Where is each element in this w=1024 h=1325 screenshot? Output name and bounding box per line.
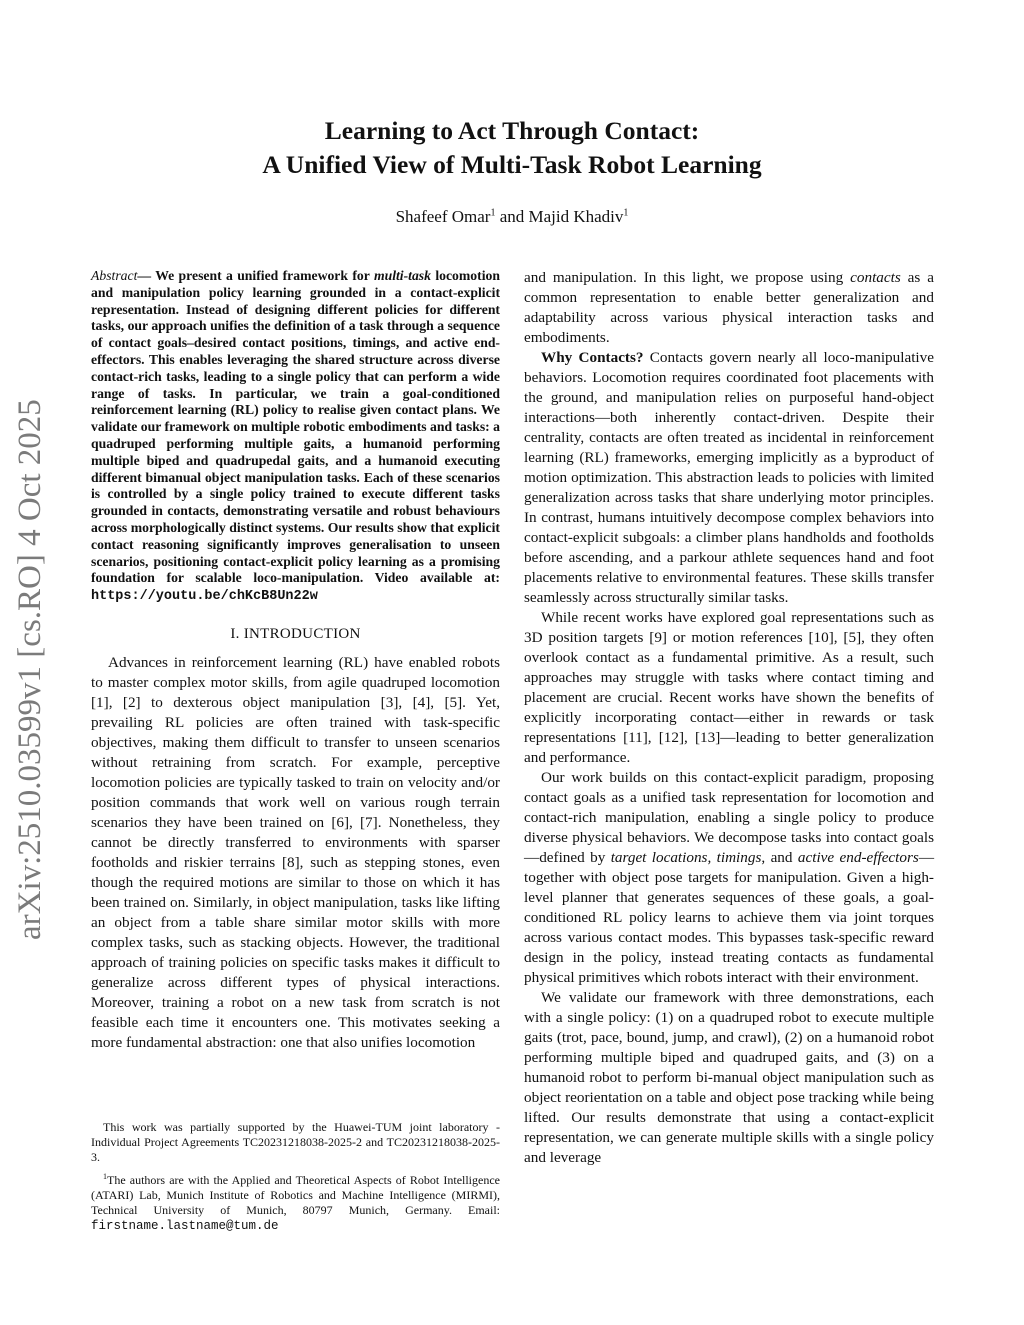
paragraph: Advances in reinforcement learning (RL) have enabled robots to master complex motor skills, from agile quadruped locomotion [1], [2] to dexterous object manipulation [3], [4], [5]. Yet, prevailing RL policies are often trained with task-specific objectives, making them difficult to transfer to unseen scenarios without retraining from scratch. For example, perceptive locomotion policies are typically tasked to train on velocity and/or position commands that work well on various rough terrain scenarios they have been trained on [6], [7]. Nonetheless, they cannot be directly transferred to environments with sparser footholds and riskier terrains [8], such as stepping stones, even though the required motions are similar to those on which it has been trained on. Similarly, in object manipulation, tasks like lifting an object from a table share similar motor skills with more complex tasks, such as stacking objects. However, the traditional approach of training policies on specific tasks makes it difficult to generalize across different types of physical interactions. Moreover, training a robot on a new task from scratch is not feasible each time it encounters one. This motivates seeking a more fundamental abstraction: one that also unifies locomotion xyxy=(91,653,500,1051)
affiliation-mark: 1 xyxy=(490,207,496,219)
paragraph-text: —together with object pose targets for manipulation. Given a high-level planner that generates sequences of these goals, a goal-conditioned RL policy learns to achieve them via joint torques across various contact modes. This bypasses task-specific reward design in the policy, instead treating contacts as fundamental physical primitives which robots interact with their environment. xyxy=(524,849,934,986)
video-link[interactable]: https://youtu.be/chKcB8Un22w xyxy=(91,589,318,605)
abstract-text: locomotion and manipulation policy learning grounded in a contact-explicit representation. Instead of designing different policies for different tasks, our approach unifies the definition of a task through a sequence of contact goals–desired contact positions, timings, and active end-effectors. This enables leveraging the shared structure across diverse contact-rich tasks, leading to a single policy that can perform a wide range of tasks. In particular, we train a goal-conditioned reinforcement learning (RL) policy to realise given contact plans. We validate our framework on multiple robotic embodiments and tasks: a quadruped performing multiple gaits, a humanoid performing multiple biped and quadrupedal gaits, and a humanoid executing different bimanual object manipulation tasks. Each of these scenarios is controlled by a single policy trained to execute different tasks grounded in contacts, demonstrating versatile and robust behaviours across morphologically distinct systems. Our results show that explicit contact reasoning significantly improves generalisation to unseen scenarios, positioning contact-explicit policy learning as a promising foundation for scalable loco-manipulation. Video available at: xyxy=(91,268,500,586)
author-name: Shafeef Omar xyxy=(395,207,491,226)
title-line-2: A Unified View of Multi-Task Robot Learning xyxy=(262,150,762,179)
paragraph xyxy=(524,348,934,608)
email-address: firstname.lastname@tum.de xyxy=(91,1219,279,1234)
title-line-1: Learning to Act Through Contact: xyxy=(324,116,700,145)
paragraph-text: Our work builds on this contact-explicit paradigm, proposing contact goals as a unified task representation for locomotion and contact-rich manipulation, enabling a single policy to produce diverse physical behaviors. We decompose tasks into contact goals—defined by xyxy=(524,769,934,866)
paragraph xyxy=(524,268,934,348)
section-heading: I. INTRODUCTION xyxy=(230,625,361,642)
author-name: and Majid Khadiv xyxy=(495,207,624,226)
abstract-dash: — xyxy=(137,268,156,283)
paragraph-text: Contacts govern nearly all loco-manipulative behaviors. Locomotion requires coordinated foot placements with the ground, and manipulation relies on purposeful hand-object interactions—both inherently contact-driven. Despite their centrality, contacts are often treated as incidental in reinforcement learning (RL) frameworks, emerging implicitly as a byproduct of motion optimization. This abstraction leads to policies with limited generalization across tasks that share underlying motor principles. In contrast, humans intuitively decompose complex behaviors into contact-explicit subgoals: a climber plans handholds and footholds before ascending, and a parkour athlete sequences hand and foot placements relative to environmental features. These skills transfer seamlessly across structurally similar tasks. xyxy=(524,349,934,606)
footnote-mark: 1 xyxy=(103,1171,107,1181)
paragraph-text: as a common representation to enable better generalization and adaptability across various physical interaction tasks and embodiments. xyxy=(524,269,934,346)
right-column xyxy=(524,268,934,1168)
paragraph-text: and manipulation. In this light, we propose using xyxy=(524,269,851,286)
abstract-text: We present a unified framework for xyxy=(155,268,374,283)
arxiv-identifier: arXiv:2510.03599v1 [cs.RO] 4 Oct 2025 xyxy=(12,399,48,940)
affiliation-mark: 1 xyxy=(623,207,629,219)
paper-title xyxy=(0,114,1024,182)
emphasis: contacts xyxy=(850,269,901,286)
abstract-label: Abstract xyxy=(91,268,138,283)
emphasis: target locations, timings xyxy=(610,849,762,866)
left-column xyxy=(91,268,500,1053)
paragraph-text: , and xyxy=(761,849,798,866)
author-list xyxy=(0,207,1024,227)
abstract-emphasis: multi-task xyxy=(373,268,431,283)
intro-body xyxy=(91,653,500,1053)
right-body xyxy=(524,268,934,1168)
paragraph xyxy=(524,768,934,988)
footnote-affiliation xyxy=(91,1169,500,1235)
abstract xyxy=(91,268,500,606)
emphasis: active end-effectors xyxy=(797,849,919,866)
run-in-heading: Why Contacts? xyxy=(541,349,644,366)
paragraph: We validate our framework with three demonstrations, each with a single policy: (1) on a quadruped robot to execute multiple gaits (trot, pace, bound, jump, and crawl), (2) on a humanoid robot performing multiple biped and quadruped gaits, and (3) on a humanoid robot to perform bi-manual object manipulation such as object reorientation on a table and object pose tracking while being lifted. Our results demonstrate that using a contact-explicit representation, we can generate multiple skills with a single policy and leverage xyxy=(524,989,934,1166)
footnotes xyxy=(91,1120,500,1237)
paragraph: While recent works have explored goal representations such as 3D position targets [9] or motion references [10], [5], they often overlook contact as a fundamental primitive. As a result, such approaches may struggle with tasks where contact timing and placement are crucial. Recent works have shown the benefits of explicitly incorporating contact—either in rewards or task representations [11], [12], [13]—leading to better generalization and performance. xyxy=(524,609,934,766)
footnote-text: The authors are with the Applied and Theoretical Aspects of Robot Intelligence (ATARI) Lab, Munich Institute of Robotics and Machine Intelligence (MIRMI), Technical University of Munich, 80797 Munich, Germany. Email: xyxy=(91,1172,500,1218)
footnote-funding: This work was partially supported by the Huawei-TUM joint laboratory - Individual Project Agreements TC20231218038-2025-2 and TC20231218038-2025-3. xyxy=(91,1120,500,1165)
